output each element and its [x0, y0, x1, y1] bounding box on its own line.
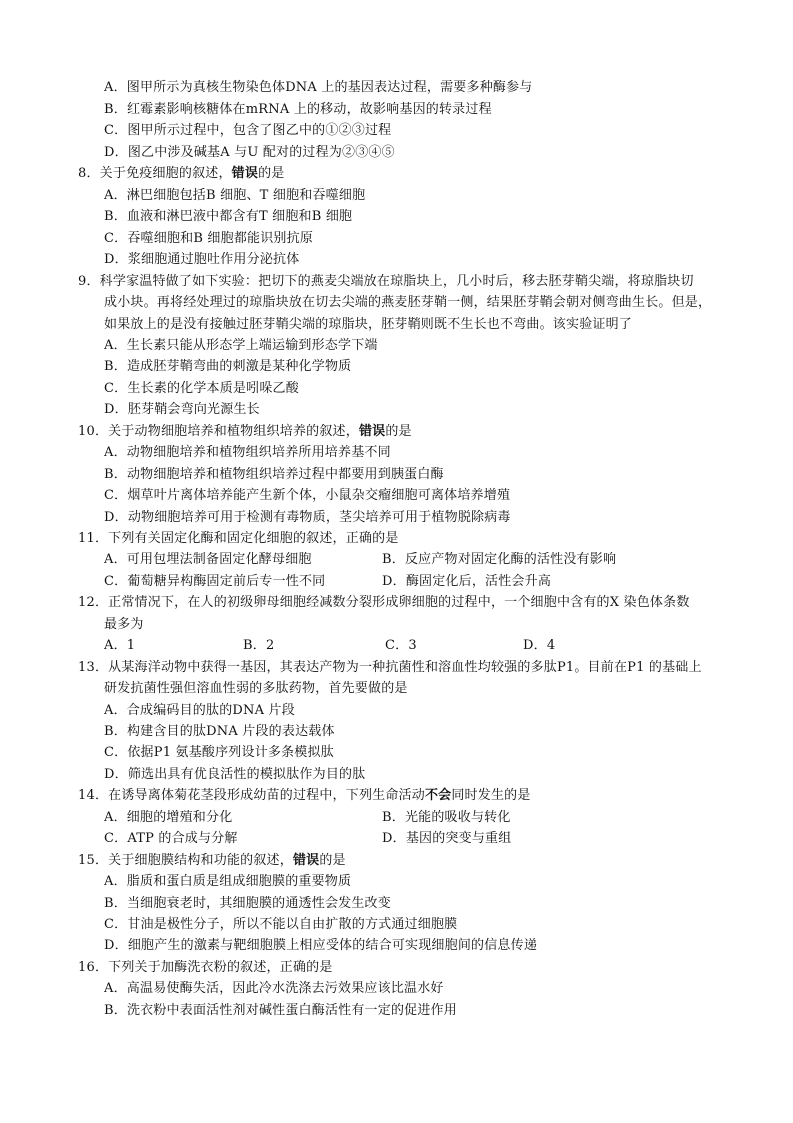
- q8-option-a: A．淋巴细胞包括B 细胞、T 细胞和吞噬细胞: [104, 188, 366, 203]
- q15-option-a: A．脂质和蛋白质是组成细胞膜的重要物质: [104, 874, 352, 889]
- q9-option-b: B．造成胚芽鞘弯曲的刺激是某种化学物质: [104, 359, 352, 374]
- q9-option-c: C．生长素的化学本质是吲哚乙酸: [104, 381, 299, 396]
- q14-option-a: A．细胞的增殖和分化: [104, 810, 233, 825]
- q9-option-d: D．胚芽鞘会弯向光源生长: [104, 402, 260, 417]
- q15-option-c: C．甘油是极性分子，所以不能以自由扩散的方式通过细胞膜: [104, 917, 458, 932]
- q10-option-c: C．烟草叶片离体培养能产生新个体，小鼠杂交瘤细胞可离体培养增殖: [104, 488, 511, 503]
- q15-stem: 15．关于细胞膜结构和功能的叙述，错误的是: [78, 853, 346, 868]
- q14-option-b: B．光能的吸收与转化: [382, 810, 511, 825]
- q13-option-b: B．构建含目的肽DNA 片段的表达载体: [104, 724, 335, 739]
- q7-option-a: A．图甲所示为真核生物染色体DNA 上的基因表达过程，需要多种酶参与: [104, 80, 533, 95]
- q12-option-d: D．4: [523, 638, 556, 653]
- q12-stem-line-1: 12．正常情况下，在人的初级卵母细胞经减数分裂形成卵细胞的过程中，一个细胞中含有的X 染色体条数: [78, 595, 690, 610]
- q16-option-b: B．洗衣粉中表面活性剂对碱性蛋白酶活性有一定的促进作用: [104, 1003, 457, 1018]
- q12-option-b: B．2: [243, 638, 275, 653]
- q7-option-b: B．红霉素影响核糖体在mRNA 上的移动，故影响基因的转录过程: [104, 102, 492, 117]
- q7-option-d: D．图乙中涉及碱基A 与U 配对的过程为②③④⑤: [104, 145, 395, 160]
- q11-option-d: D．酶固定化后，活性会升高: [382, 574, 552, 589]
- q10-option-a: A．动物细胞培养和植物组织培养所用培养基不同: [104, 445, 391, 460]
- q9-option-a: A．生长素只能从形态学上端运输到形态学下端: [104, 338, 378, 353]
- q15-option-b: B．当细胞衰老时，其细胞膜的通透性会发生改变: [104, 896, 391, 911]
- q9-stem-line-2: 成小块。再将经处理过的琼脂块放在切去尖端的燕麦胚芽鞘一侧，结果胚芽鞘会朝对侧弯曲生长。但是，: [104, 295, 712, 310]
- q14-option-d: D．基因的突变与重组: [382, 831, 512, 846]
- q10-stem: 10．关于动物细胞培养和植物组织培养的叙述，错误的是: [78, 424, 412, 439]
- q12-option-a: A．1: [104, 638, 136, 653]
- q9-stem-line-3: 如果放上的是没有接触过胚芽鞘尖端的琼脂块，胚芽鞘则既不生长也不弯曲。该实验证明了: [104, 317, 633, 332]
- q8-stem: 8．关于免疫细胞的叙述，错误的是: [78, 166, 285, 181]
- q10-option-d: D．动物细胞培养可用于检测有毒物质，茎尖培养可用于植物脱除病毒: [104, 510, 511, 525]
- q15-option-d: D．细胞产生的激素与靶细胞膜上相应受体的结合可实现细胞间的信息传递: [104, 938, 538, 953]
- q12-stem-line-2: 最多为: [104, 617, 144, 632]
- q13-stem-line-1: 13．从某海洋动物中获得一基因，其表达产物为一种抗菌性和溶血性均较强的多肽P1。目前在P1 的基础上: [78, 660, 702, 675]
- q16-option-a: A．高温易使酶失活，因此冷水洗涤去污效果应该比温水好: [104, 981, 444, 996]
- q14-option-c: C．ATP 的合成与分解: [104, 831, 238, 846]
- q8-option-c: C．吞噬细胞和B 细胞都能识别抗原: [104, 231, 314, 246]
- q8-option-d: D．浆细胞通过胞吐作用分泌抗体: [104, 252, 300, 267]
- q11-option-b: B．反应产物对固定化酶的活性没有影响: [382, 552, 617, 567]
- q11-option-a: A．可用包埋法制备固定化酵母细胞: [104, 552, 312, 567]
- q13-option-c: C．依据P1 氨基酸序列设计多条模拟肽: [104, 745, 334, 760]
- q12-option-c: C．3: [385, 638, 417, 653]
- q13-option-a: A．合成编码目的肽的DNA 片段: [104, 703, 295, 718]
- q13-option-d: D．筛选出具有优良活性的模拟肽作为目的肽: [104, 767, 366, 782]
- q16-stem: 16．下列关于加酶洗衣粉的叙述，正确的是: [78, 960, 333, 975]
- q11-stem: 11．下列有关固定化酶和固定化细胞的叙述，正确的是: [78, 531, 399, 546]
- q11-option-c: C．葡萄糖异构酶固定前后专一性不同: [104, 574, 326, 589]
- q13-stem-line-2: 研发抗菌性强但溶血性弱的多肽药物，首先要做的是: [104, 681, 408, 696]
- q14-stem: 14．在诱导离体菊花茎段形成幼苗的过程中，下列生命活动不会同时发生的是: [78, 788, 531, 803]
- q7-option-c: C．图甲所示过程中，包含了图乙中的①②③过程: [104, 123, 392, 138]
- q9-stem-line-1: 9．科学家温特做了如下实验：把切下的燕麦尖端放在琼脂块上，几小时后，移去胚芽鞘尖端，将琼脂块切: [78, 274, 694, 289]
- q8-option-b: B．血液和淋巴液中都含有T 细胞和B 细胞: [104, 209, 353, 224]
- q10-option-b: B．动物细胞培养和植物组织培养过程中都要用到胰蛋白酶: [104, 467, 444, 482]
